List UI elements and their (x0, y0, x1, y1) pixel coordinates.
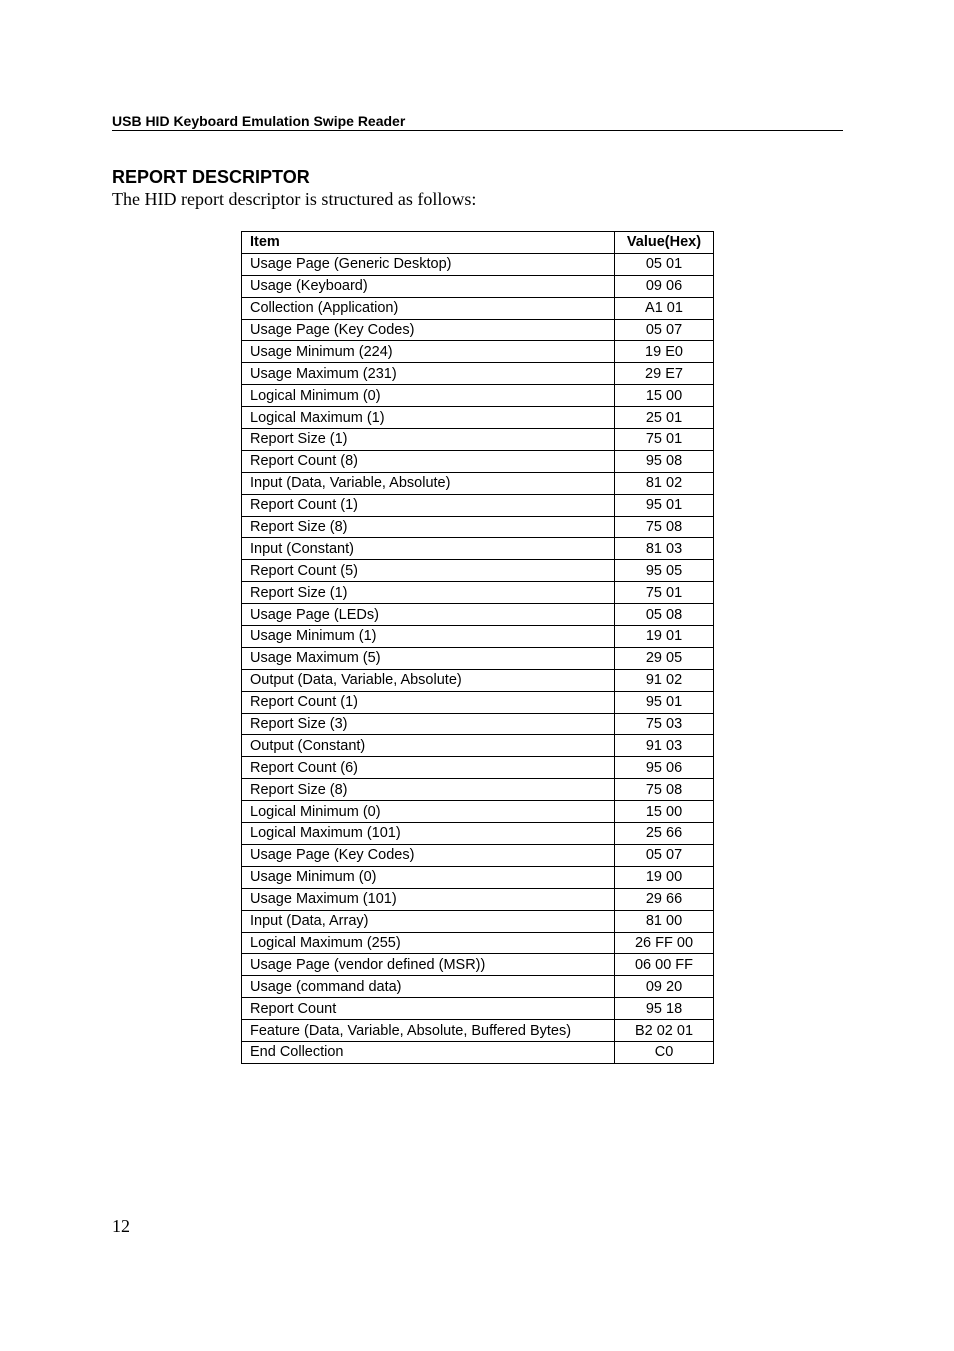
table-row (242, 560, 714, 582)
item-cell: Collection (Application) (242, 297, 615, 319)
table-header-row (242, 232, 714, 254)
value-hex-cell: 19 01 (615, 626, 714, 648)
section-heading: REPORT DESCRIPTOR (112, 167, 310, 187)
value-hex-cell: 05 07 (615, 844, 714, 866)
table-row (242, 910, 714, 932)
table-row (242, 341, 714, 363)
item-cell: Usage Page (vendor defined (MSR)) (242, 954, 615, 976)
value-hex-cell: 95 18 (615, 998, 714, 1020)
table-row (242, 1041, 714, 1063)
table-row (242, 691, 714, 713)
value-hex-cell: 91 03 (615, 735, 714, 757)
column-header-item: Item (242, 232, 615, 254)
value-hex-cell: 26 FF 00 (615, 932, 714, 954)
value-hex-cell: 05 07 (615, 319, 714, 341)
table-row (242, 801, 714, 823)
table-row (242, 538, 714, 560)
value-hex-cell: 81 03 (615, 538, 714, 560)
item-cell: Feature (Data, Variable, Absolute, Buffered Bytes) (242, 1020, 615, 1042)
value-hex-cell: 81 00 (615, 910, 714, 932)
table-row (242, 757, 714, 779)
item-cell: Report Size (1) (242, 429, 615, 451)
value-hex-cell: 05 01 (615, 253, 714, 275)
table-row (242, 626, 714, 648)
item-cell: Logical Maximum (101) (242, 823, 615, 845)
table-row (242, 319, 714, 341)
value-hex-cell: C0 (615, 1041, 714, 1063)
item-cell: Output (Data, Variable, Absolute) (242, 669, 615, 691)
value-hex-cell: 05 08 (615, 604, 714, 626)
item-cell: Logical Maximum (1) (242, 407, 615, 429)
table-row (242, 954, 714, 976)
value-hex-cell: 19 00 (615, 866, 714, 888)
table-row (242, 1020, 714, 1042)
table-row (242, 647, 714, 669)
table-row (242, 472, 714, 494)
item-cell: Report Count (8) (242, 450, 615, 472)
item-cell: Input (Constant) (242, 538, 615, 560)
value-hex-cell: 19 E0 (615, 341, 714, 363)
item-cell: Usage Page (Key Codes) (242, 844, 615, 866)
item-cell: Input (Data, Variable, Absolute) (242, 472, 615, 494)
value-hex-cell: 95 01 (615, 494, 714, 516)
item-cell: Output (Constant) (242, 735, 615, 757)
value-hex-cell: 25 01 (615, 407, 714, 429)
item-cell: Usage Maximum (101) (242, 888, 615, 910)
item-cell: Report Count (1) (242, 691, 615, 713)
value-hex-cell: 95 05 (615, 560, 714, 582)
item-cell: Report Count (242, 998, 615, 1020)
table-row (242, 713, 714, 735)
value-hex-cell: 15 00 (615, 385, 714, 407)
value-hex-cell: 09 20 (615, 976, 714, 998)
value-hex-cell: 75 03 (615, 713, 714, 735)
table-body (242, 253, 714, 1063)
column-header-value: Value(Hex) (615, 232, 714, 254)
table-row (242, 363, 714, 385)
table-row (242, 429, 714, 451)
item-cell: Logical Minimum (0) (242, 385, 615, 407)
table-row (242, 976, 714, 998)
table-row (242, 275, 714, 297)
table-row (242, 932, 714, 954)
item-cell: Usage Maximum (5) (242, 647, 615, 669)
item-cell: Report Count (6) (242, 757, 615, 779)
value-hex-cell: 29 E7 (615, 363, 714, 385)
table-row (242, 253, 714, 275)
table-row (242, 779, 714, 801)
item-cell: End Collection (242, 1041, 615, 1063)
running-header: USB HID Keyboard Emulation Swipe Reader (112, 113, 843, 131)
value-hex-cell: 29 66 (615, 888, 714, 910)
value-hex-cell: 81 02 (615, 472, 714, 494)
value-hex-cell: 75 01 (615, 429, 714, 451)
value-hex-cell: 95 06 (615, 757, 714, 779)
value-hex-cell: 25 66 (615, 823, 714, 845)
intro-paragraph: The HID report descriptor is structured as follows: (112, 189, 477, 209)
item-cell: Usage Maximum (231) (242, 363, 615, 385)
item-cell: Usage Minimum (224) (242, 341, 615, 363)
table-row (242, 844, 714, 866)
page-number: 12 (112, 1216, 130, 1236)
table-row (242, 823, 714, 845)
item-cell: Usage (command data) (242, 976, 615, 998)
item-cell: Report Size (3) (242, 713, 615, 735)
item-cell: Usage Minimum (0) (242, 866, 615, 888)
value-hex-cell: 75 08 (615, 516, 714, 538)
table-row (242, 669, 714, 691)
item-cell: Report Size (1) (242, 582, 615, 604)
item-cell: Usage Page (Key Codes) (242, 319, 615, 341)
table-row (242, 516, 714, 538)
value-hex-cell: 09 06 (615, 275, 714, 297)
item-cell: Report Count (1) (242, 494, 615, 516)
item-cell: Usage (Keyboard) (242, 275, 615, 297)
item-cell: Usage Minimum (1) (242, 626, 615, 648)
item-cell: Logical Maximum (255) (242, 932, 615, 954)
item-cell: Usage Page (LEDs) (242, 604, 615, 626)
item-cell: Usage Page (Generic Desktop) (242, 253, 615, 275)
value-hex-cell: 06 00 FF (615, 954, 714, 976)
table-row (242, 888, 714, 910)
table-row (242, 998, 714, 1020)
value-hex-cell: B2 02 01 (615, 1020, 714, 1042)
value-hex-cell: 75 08 (615, 779, 714, 801)
table-row (242, 582, 714, 604)
value-hex-cell: 95 01 (615, 691, 714, 713)
table-row (242, 297, 714, 319)
value-hex-cell: 91 02 (615, 669, 714, 691)
table-row (242, 407, 714, 429)
value-hex-cell: 15 00 (615, 801, 714, 823)
value-hex-cell: 29 05 (615, 647, 714, 669)
item-cell: Report Size (8) (242, 516, 615, 538)
table-row (242, 450, 714, 472)
table-row (242, 494, 714, 516)
value-hex-cell: 95 08 (615, 450, 714, 472)
value-hex-cell: 75 01 (615, 582, 714, 604)
item-cell: Logical Minimum (0) (242, 801, 615, 823)
table-row (242, 604, 714, 626)
table-row (242, 866, 714, 888)
item-cell: Input (Data, Array) (242, 910, 615, 932)
item-cell: Report Size (8) (242, 779, 615, 801)
table-row (242, 735, 714, 757)
table-row (242, 385, 714, 407)
item-cell: Report Count (5) (242, 560, 615, 582)
report-descriptor-table (241, 231, 714, 1064)
value-hex-cell: A1 01 (615, 297, 714, 319)
